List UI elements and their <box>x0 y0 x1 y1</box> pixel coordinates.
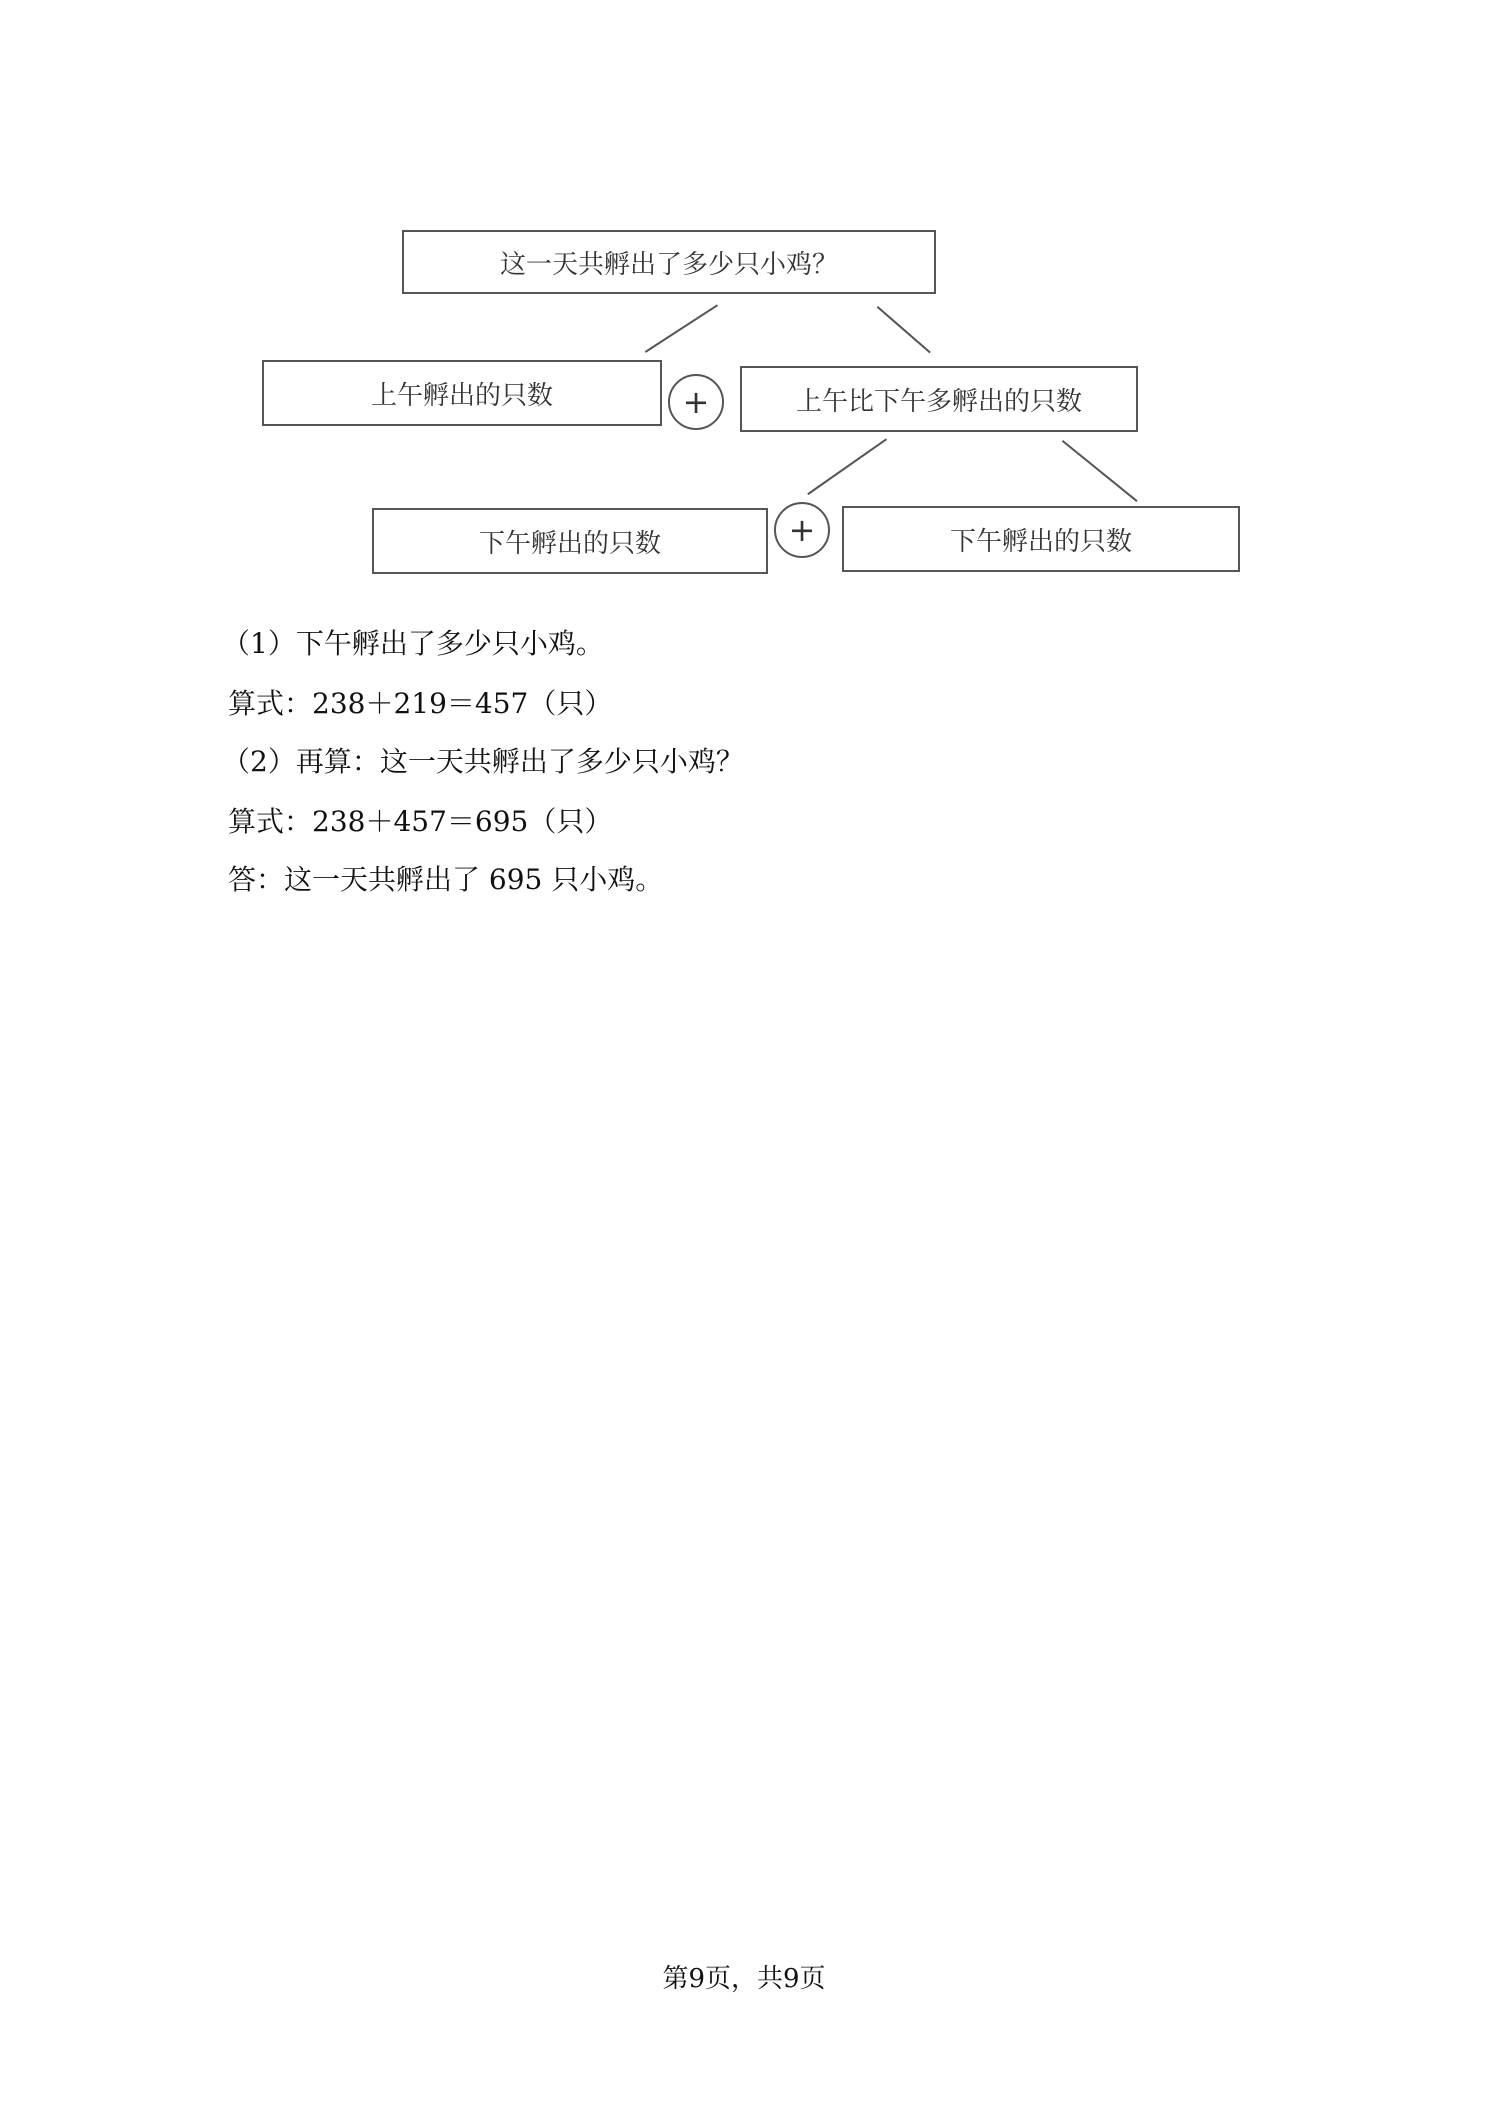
right-child-box <box>740 366 1138 432</box>
step2-question: （2）再算：这一天共孵出了多少只小鸡？ <box>222 745 744 778</box>
plus-circle-lower <box>774 502 830 558</box>
answer-text: 答：这一天共孵出了 695 只小鸡。 <box>228 863 664 896</box>
bottom-right-box <box>842 506 1240 572</box>
page-footer: 第9页，共9页 <box>662 1964 826 1994</box>
right-child-label: 上午比下午多孵出的只数 <box>795 386 1082 417</box>
root-box <box>402 230 936 294</box>
step1-formula: 算式：238＋219＝457（只） <box>228 687 613 720</box>
connector-root-left <box>645 304 718 353</box>
step2-formula: 算式：238＋457＝695（只） <box>228 805 613 838</box>
tree-diagram <box>0 0 1488 600</box>
step1-question: （1）下午孵出了多少只小鸡。 <box>222 627 604 660</box>
connector-root-right <box>877 306 931 353</box>
left-child-box <box>262 360 662 426</box>
bottom-right-label: 下午孵出的只数 <box>949 526 1132 557</box>
bottom-left-label: 下午孵出的只数 <box>478 528 661 559</box>
plus-circle-upper <box>668 374 724 430</box>
left-child-label: 上午孵出的只数 <box>370 380 553 411</box>
plus-icon: + <box>682 383 710 421</box>
bottom-left-box <box>372 508 768 574</box>
connector-mid-left <box>807 438 887 495</box>
connector-mid-right <box>1062 440 1138 502</box>
plus-icon: + <box>788 511 816 549</box>
root-label: 这一天共孵出了多少只小鸡？ <box>499 249 838 280</box>
